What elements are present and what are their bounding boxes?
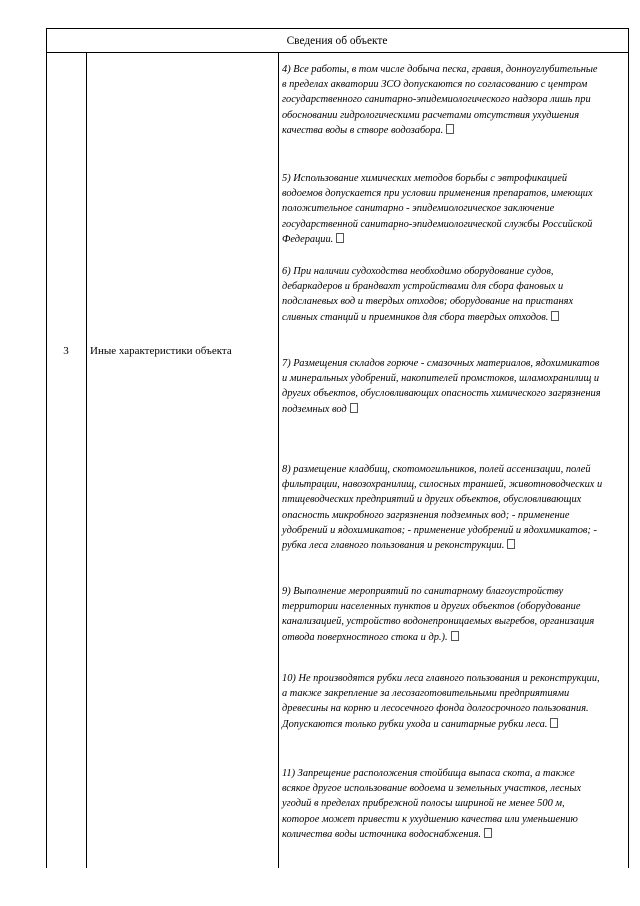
- paragraph-7: 7) Размещения складов горюче - смазочных материалов, ядохимикатов и минеральных удобрений, накопителей промстоков, шламохранилищ и других объектов, обусловливающих опасность химического загрязнения подземных вод: [282, 358, 601, 415]
- paragraph-4: 4) Все работы, в том числе добыча песка, гравия, донноуглубительные в пределах акватории ЗСО допускаются по согласованию с центром государственного санитарно-эпидемиологического надзора лишь при обосновании гидрологическими расчетами отсутствия ухудшения качества воды в створе водозабора.: [282, 64, 598, 136]
- paragraph-6: 6) При наличии судоходства необходимо оборудование судов, дебаркадеров и брандвахт устройствами для сбора фановых и подсланевых вод и твердых отходов; оборудование на пристанях сливных станций и приемников для сбора твердых отходов.: [282, 266, 574, 323]
- paragraph-11: 11) Запрещение расположения стойбища выпаса скота, а также всякое другое использование водоема и земельных участков, лесных угодий в пределах прибрежной полосы шириной не менее 500 м, которое может привести к ухудшению качества или уменьшению количества воды источника водоснабжения.: [282, 768, 582, 840]
- checkbox-icon: [550, 718, 558, 728]
- row-label: Иные характеристики объекта: [90, 345, 232, 357]
- checkbox-icon: [350, 403, 358, 413]
- paragraph-9: 9) Выполнение мероприятий по санитарному благоустройству территории населенных пунктов и других объектов (оборудование канализацией, устройство водонепроницаемых выгребов, организация отвода поверхностного стока и др.).: [282, 586, 595, 643]
- column-divider-2: [278, 52, 279, 868]
- paragraph-10: 10) Не производятся рубки леса главного пользования и реконструкции, а также закрепление за лесозаготовительными предприятиями древесины на корню и лесосечного фонда долгосрочного пользования. Допускаются только рубки ухода и санитарные рубки леса.: [282, 673, 600, 730]
- checkbox-icon: [484, 828, 492, 838]
- paragraph-8: 8) размещение кладбищ, скотомогильников, полей ассенизации, полей фильтрации, навозохранилищ, силосных траншей, животноводческих и птицеводческих предприятий и других объектов, обусловливающих опасность микробного загрязнения подземных вод; - применение удобрений и ядохимикатов; - применение удобрений и ядохимикатов; - рубка леса главного пользования и реконструкции.: [282, 464, 603, 552]
- table-top-border: [46, 28, 629, 29]
- section-title: Сведения об объекте: [286, 35, 388, 47]
- checkbox-icon: [336, 233, 344, 243]
- checkbox-icon: [446, 124, 454, 134]
- checkbox-icon: [451, 631, 459, 641]
- row-number: 3: [63, 345, 69, 357]
- column-divider-1: [86, 52, 87, 868]
- table-right-border: [628, 28, 629, 868]
- header-bottom-border: [46, 52, 629, 53]
- table-left-border: [46, 28, 47, 868]
- paragraph-5: 5) Использование химических методов борьбы с эвтрофикацией водоемов допускается при условии применения препаратов, имеющих положительное санитарно - эпидемиологическое заключение государственной санитарно-эпидемиологической службы Российской Федерации.: [282, 173, 593, 245]
- checkbox-icon: [507, 539, 515, 549]
- checkbox-icon: [551, 311, 559, 321]
